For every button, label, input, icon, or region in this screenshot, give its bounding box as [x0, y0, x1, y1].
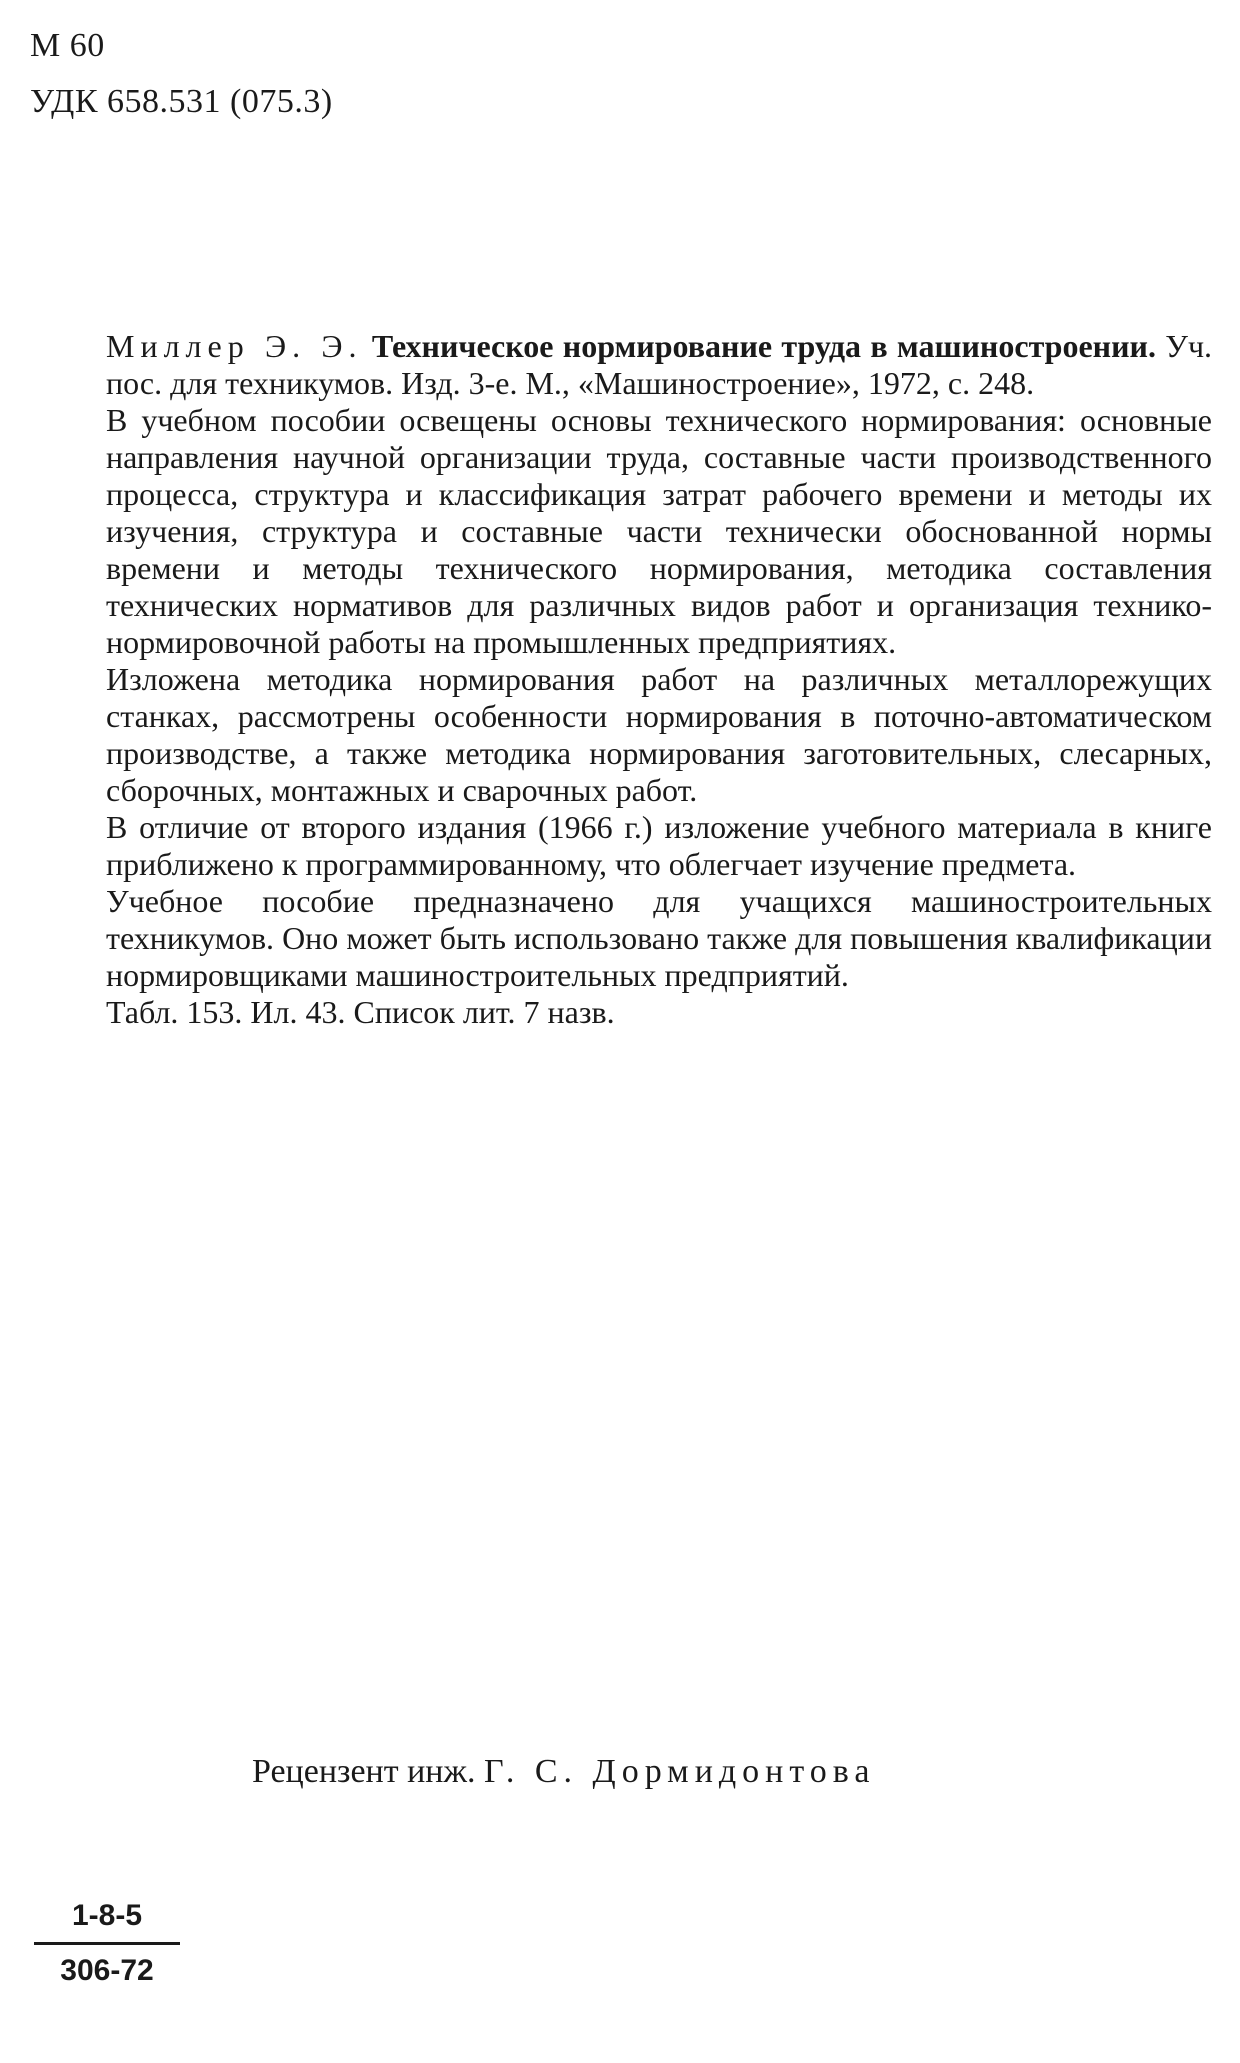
reviewer-name: Г. С. Дормидонтова [484, 1753, 876, 1790]
code-denominator: 306-72 [60, 1954, 154, 1987]
bibliographic-entry [106, 328, 1212, 402]
author-name: Миллер Э. Э. [106, 328, 363, 364]
udk-code: УДК 658.531 (075.3) [30, 83, 333, 120]
reviewer-line [252, 1752, 876, 1792]
reviewer-role: Рецензент инж. [252, 1753, 476, 1790]
abstract-paragraph: Изложена методика нормирования работ на различных металлорежущих станках, рассмотрены особенности нормирования в поточно-автоматическом производстве, а также методика нормирования заготовительных, слесарных, сборочных, монтажных и сварочных работ. [106, 661, 1212, 808]
book-title: Техническое нормирование труда в машиностроении. [371, 328, 1156, 364]
publication-info: Уч. пос. для техникумов. Изд. 3-е. М., «Машиностроение», 1972, с. 248. [106, 328, 1213, 401]
classmark: М 60 [30, 27, 105, 64]
catalog-code [34, 1898, 180, 1989]
abstract-paragraph: В отличие от второго издания (1966 г.) изложение учебного материала в книге приближено к программированному, что облегчает изучение предмета. [106, 809, 1212, 882]
abstract-paragraphs [34, 402, 1212, 1031]
code-numerator: 1-8-5 [34, 1898, 180, 1945]
abstract-paragraph: Учебное пособие предназначено для учащихся машиностроительных техникумов. Оно может быть использовано также для повышения квалификации нормировщиками машиностроительных предприятий. [106, 883, 1212, 993]
abstract-paragraph: В учебном пособии освещены основы технического нормирования: основные направления научной организации труда, составные части производственного процесса, структура и классификация затрат рабочего времени и методы их изучения, структура и составные части технически обоснованной нормы времени и методы технического нормирования, методика составления технических нормативов для различных видов работ и организация технико-нормировочной работы на промышленных предприятиях. [106, 402, 1212, 660]
tables-figures-note: Табл. 153. Ил. 43. Список лит. 7 назв. [106, 994, 615, 1030]
abstract [106, 328, 1212, 1031]
